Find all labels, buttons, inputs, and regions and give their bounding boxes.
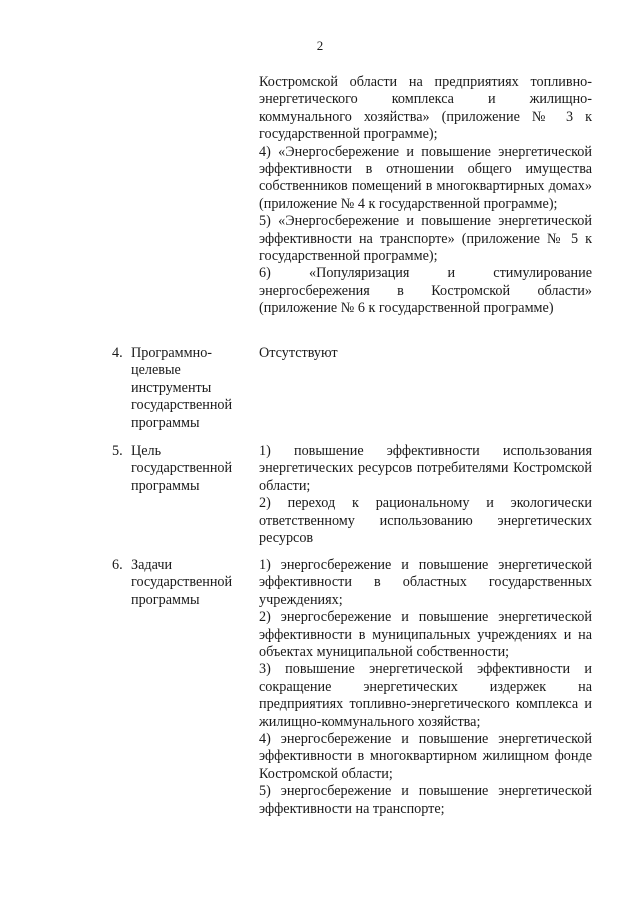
paragraph: 5) «Энергосбережение и повышение энергетической эффективности на транспорте» (приложение № 5 к государственной программе); <box>259 213 592 265</box>
row-label-line: государственной <box>131 460 233 477</box>
page-number: 2 <box>316 38 324 53</box>
row-content <box>259 557 592 818</box>
row-label-line: Программно- <box>131 345 213 361</box>
continued-content-block <box>259 74 592 318</box>
paragraph: 2) переход к рациональному и экологически ответственному использованию энергетических ресурсов <box>259 495 592 547</box>
row-content <box>259 443 592 547</box>
row-number: 6. <box>112 557 123 573</box>
row-label-line: государственной <box>131 397 233 414</box>
paragraph: 1) повышение эффективности использования энергетических ресурсов потребителями Костромской области; <box>259 443 592 494</box>
row-label-line: Задачи <box>131 557 173 573</box>
paragraph: 3) повышение энергетической эффективности и сокращение энергетических издержек на предприятиях топливно-энергетического комплекса и жилищно-коммунального хозяйства; <box>259 661 592 730</box>
row-label-line: программы <box>131 477 200 494</box>
row-label-line: программы <box>131 591 200 608</box>
paragraph: 1) энергосбережение и повышение энергетической эффективности в областных государственных учреждениях; <box>259 557 592 608</box>
row-content <box>259 345 592 362</box>
row-label <box>131 443 249 495</box>
row-number: 5. <box>112 443 123 459</box>
row-label-line: целевые <box>131 362 181 379</box>
paragraph: 6) «Популяризация и стимулирование энергосбережения в Костромской области» (приложение № 6 к государственной программе) <box>259 265 592 317</box>
row-number: 4. <box>112 345 123 361</box>
row-label-line: инструменты <box>131 379 212 396</box>
paragraph: Отсутствуют <box>259 345 338 361</box>
row-label-line: программы <box>131 414 200 431</box>
paragraph: 4) «Энергосбережение и повышение энергетической эффективности в отношении общего имущества собственников помещений в многоквартирных домах» (приложение № 4 к государственной программе); <box>259 143 592 212</box>
row-label-line: Цель <box>131 443 162 459</box>
row-label <box>131 557 249 609</box>
paragraph: Костромской области на предприятиях топливно-энергетического комплекса и жилищно-коммунального хозяйства» (приложение № 3 к государственной программе); <box>259 74 592 143</box>
paragraph: 5) энергосбережение и повышение энергетической эффективности на транспорте; <box>259 783 592 817</box>
row-label <box>131 345 249 432</box>
row-label-line: государственной <box>131 574 233 591</box>
paragraph: 4) энергосбережение и повышение энергетической эффективности в многоквартирном жилищном фонде Костромской области; <box>259 731 592 782</box>
paragraph: 2) энергосбережение и повышение энергетической эффективности в муниципальных учреждениях и на объектах муниципальной собственности; <box>259 609 592 661</box>
